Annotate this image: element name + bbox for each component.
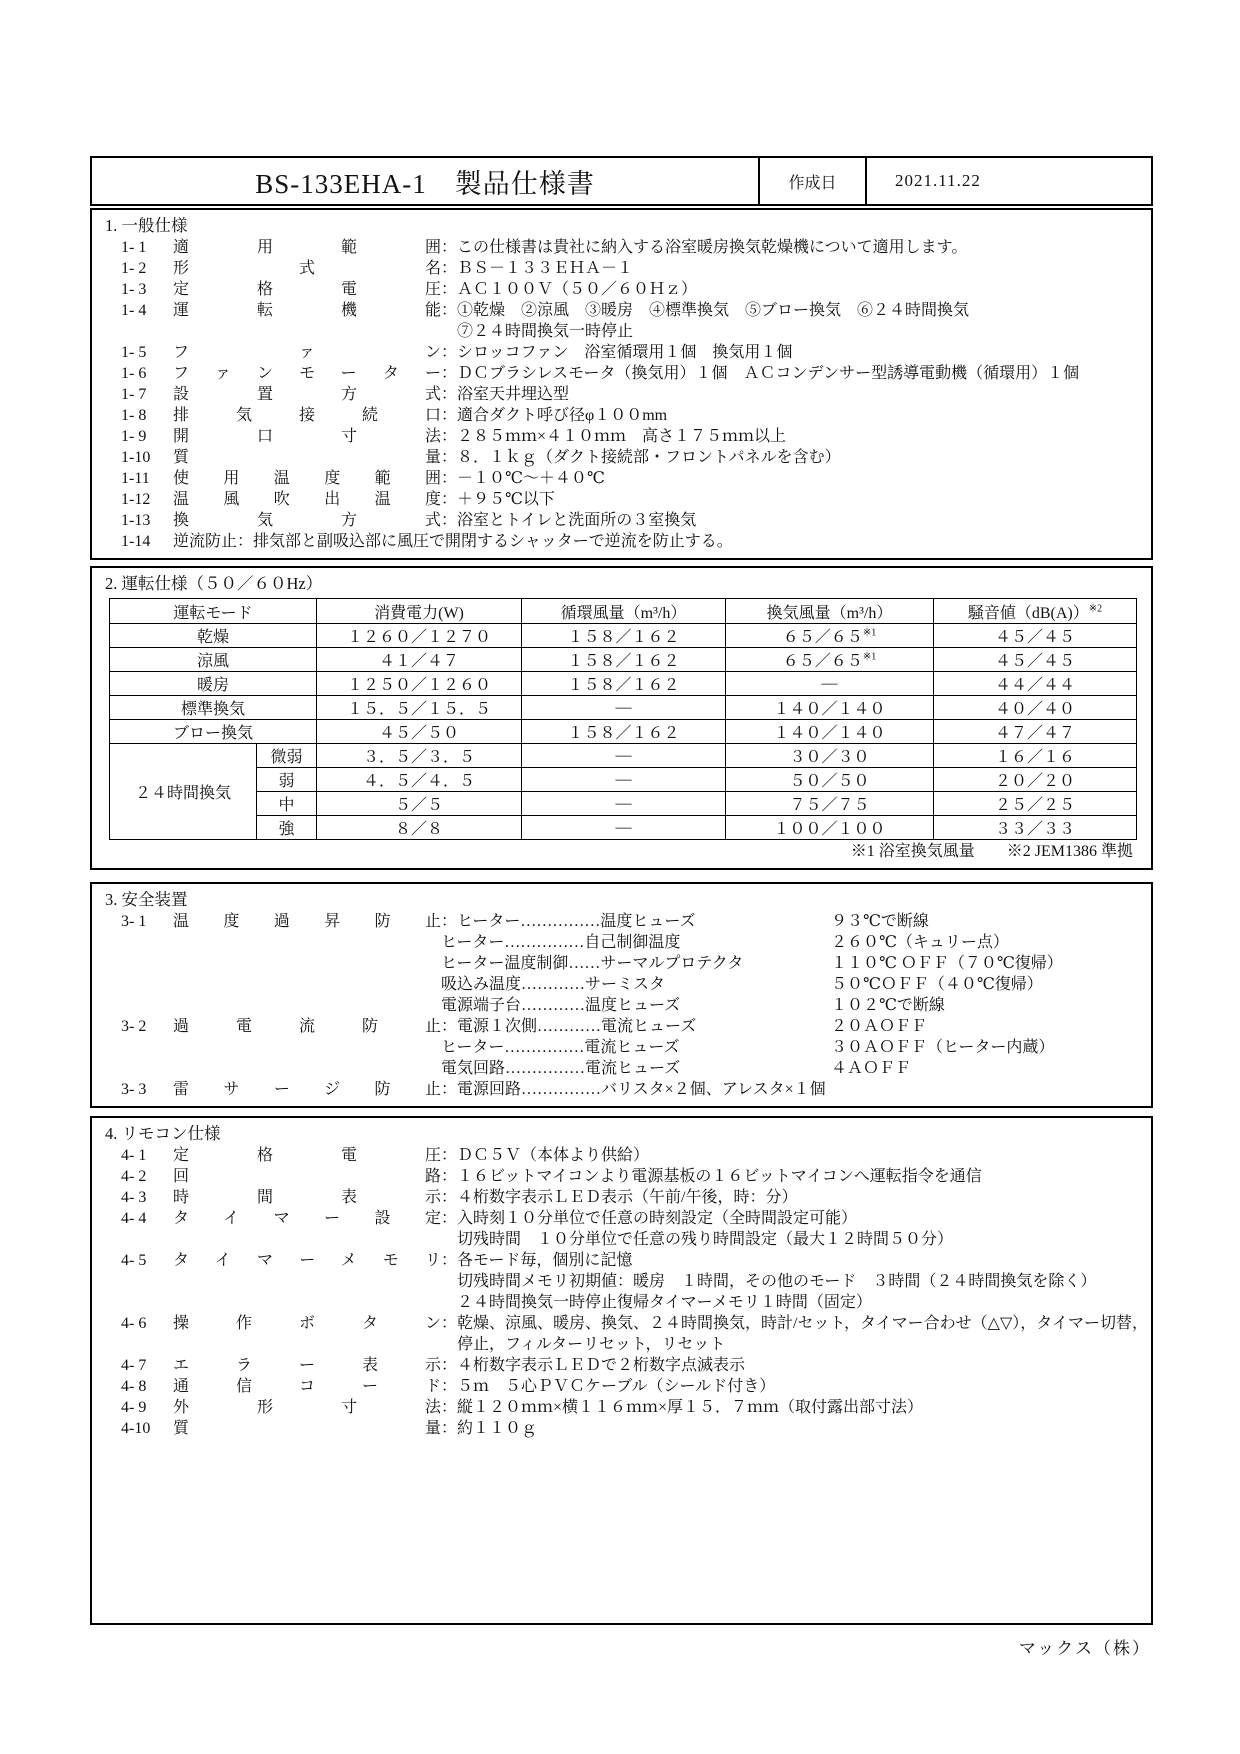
item-label: 温度過昇防止 [173,913,441,930]
item-value: ：４桁数字表示ＬＥＤ表示（午前/午後，時：分） [441,1189,798,1206]
item-label: エラー表示 [173,1357,441,1374]
item-no: 1- 3 [121,281,147,298]
item-value: ：５ｍ ５心ＰＶＣケーブル（シールド付き） [441,1378,776,1395]
item-label: 温風吹出温度 [173,491,441,508]
spec-row-1-10 [105,447,1139,468]
cell-mode: 乾燥 [110,624,317,648]
cell-circulation: ― [522,768,726,792]
document-title: BS-133EHA-1 製品仕様書 [255,168,595,199]
safety-line [441,1079,1139,1100]
safety-left: 吸込み温度…………サーミスタ [441,976,666,993]
col-header-ventilation: 換気風量（m³/h） [726,599,934,624]
item-label: 開口寸法 [173,428,441,445]
item-no: 1- 8 [121,407,147,424]
safety-line [441,995,1139,1016]
item-label: 逆流防止 [173,533,238,550]
table-row [110,792,1137,816]
item-label: 外形寸法 [173,1399,441,1416]
cell-noise: ２５／２５ [934,792,1137,816]
item-no: 4- 2 [121,1168,147,1185]
item-value: ：２８５ｍｍ×４１０ｍｍ 高さ１７５ｍｍ以上 [441,428,787,445]
section2-heading: 2. 運転仕様（５０／６０Hz） [105,574,323,593]
cell-power: ３．５／３．５ [317,744,522,768]
cell-mode-24h: ２４時間換気 [110,744,257,840]
spec-row-4-4 [105,1208,1139,1229]
spec-row-1-5 [105,342,1139,363]
spec-row-1-1 [105,237,1139,258]
safety-right: ２０ＡＯＦＦ [831,1018,928,1035]
vent-value: ６５／６５ [782,653,863,670]
safety-line [441,974,1139,995]
cell-submode: 微弱 [257,744,317,768]
spec-row-1-14 [105,531,1139,552]
spec-row-4-5-cont1: 切残時間メモリ初期値：暖房 １時間，その他のモード ３時間（２４時間換気を除く） [457,1273,1097,1290]
spec-row-1-9 [105,426,1139,447]
item-label: タイマー設定 [173,1210,441,1227]
title-bar [90,156,1153,206]
spec-row-1-4 [105,300,1139,321]
date-label: 作成日 [758,158,865,204]
section-safety-devices [90,882,1153,1108]
item-no: 1-13 [121,512,151,529]
cell-submode: 強 [257,816,317,840]
safety-lines [441,1079,1139,1100]
cell-noise: ４５／４５ [934,624,1137,648]
cell-circulation: １５８／１６２ [522,648,726,672]
noise-header-footnote-mark: ※2 [1088,603,1103,615]
vent-footnote-mark: ※1 [862,627,877,639]
safety-line [441,1037,1139,1058]
item-value: ：①乾燥 ②涼風 ③暖房 ④標準換気 ⑤ブロー換気 ⑥２４時間換気 [441,302,970,319]
cell-circulation: １５８／１６２ [522,624,726,648]
item-no: 1- 4 [121,302,147,319]
item-value: ：適合ダクト呼び径φ１００mm [441,407,668,424]
item-value: ：この仕様書は貴社に納入する浴室暖房換気乾燥機について適用します。 [441,239,968,256]
cell-circulation: ― [522,816,726,840]
spec-row-1-7 [105,384,1139,405]
item-value: ：浴室天井埋込型 [441,386,570,403]
table-row [110,744,1137,768]
safety-left: 電源端子台…………温度ヒューズ [441,997,681,1014]
safety-line [441,932,1139,953]
item-value: ：４桁数字表示ＬＥＤで２桁数字点滅表示 [441,1357,746,1374]
item-no: 4- 5 [121,1252,147,1269]
cell-power: ４５／５０ [317,720,522,744]
item-no: 4- 9 [121,1399,147,1416]
cell-mode: 涼風 [110,648,317,672]
item-label: ファンモーター [173,365,441,382]
item-value: ：８．１ｋｇ（ダクト接続部・フロントパネルを含む） [441,449,841,466]
cell-mode: 暖房 [110,672,317,696]
item-no: 4- 8 [121,1378,147,1395]
safety-line [441,911,1139,932]
cell-mode: ブロー換気 [110,720,317,744]
date-value: 2021.11.22 [865,158,1151,204]
item-label: 使用温度範囲 [173,470,441,487]
cell-noise: ４４／４４ [934,672,1137,696]
item-value: ：約１１０ｇ [441,1420,538,1437]
item-value: ：１６ビットマイコンより電源基板の１６ビットマイコンへ運転指令を通信 [441,1168,982,1185]
table-row [110,648,1137,672]
cell-power: ８／８ [317,816,522,840]
cell-ventilation: ― [726,672,934,696]
item-label: 形式名 [173,260,441,277]
cell-power: １２５０／１２６０ [317,672,522,696]
cell-ventilation [726,648,934,672]
item-label: 定格電圧 [173,281,441,298]
item-value: ：ＤＣ５Ｖ（本体より供給） [441,1147,650,1164]
item-no: 4-10 [121,1420,151,1437]
spec-row-4-5-cont2: ２４時間換気一時停止復帰タイマーメモリ１時間（固定） [457,1294,872,1311]
table-row [110,816,1137,840]
safety-left: 電気回路……………電流ヒューズ [441,1060,681,1077]
noise-header-text: 騒音値（dB(A)） [967,604,1089,622]
cell-circulation: ― [522,744,726,768]
safety-right [831,1079,1139,1100]
table-row [110,720,1137,744]
item-no: 4- 4 [121,1210,147,1227]
item-label: ファン [173,344,441,361]
cell-ventilation: １４０／１４０ [726,696,934,720]
spec-row-4-7 [105,1355,1139,1376]
spec-row-4-5 [105,1250,1139,1271]
cell-noise: ４５／４５ [934,648,1137,672]
item-no: 3- 2 [121,1018,147,1035]
item-label: 換気方式 [173,512,441,529]
cell-ventilation: １４０／１４０ [726,720,934,744]
item-value: ：各モード毎，個別に記憶 [441,1252,633,1269]
item-no: 1- 6 [121,365,147,382]
spec-row-4-3 [105,1187,1139,1208]
item-value: ：入時刻１０分単位で任意の時刻設定（全時間設定可能） [441,1210,858,1227]
safety-group-3-2 [105,1016,1139,1079]
safety-line [441,953,1139,974]
safety-left: ヒーター温度制御……サーマルプロテクタ [441,955,744,972]
item-value: ：ＡＣ１００Ｖ（５０／６０Ｈｚ） [441,281,698,298]
table-row [110,768,1137,792]
spec-row-4-2 [105,1166,1139,1187]
item-value: ：浴室とトイレと洗面所の３室換気 [441,512,697,529]
col-header-power: 消費電力(W) [317,599,522,624]
col-header-noise [934,599,1137,624]
spec-row-1-4-cont: ⑦２４時間換気一時停止 [457,323,634,340]
cell-submode: 弱 [257,768,317,792]
item-label: 雷サージ防止 [173,1081,441,1098]
safety-right: ４ＡＯＦＦ [831,1060,912,1077]
section1-heading: 1. 一般仕様 [105,216,188,235]
spec-row-4-6 [105,1313,1148,1334]
item-label: 時間表示 [173,1189,441,1206]
item-label: 適用範囲 [173,239,441,256]
cell-circulation: ― [522,792,726,816]
spec-row-1-11 [105,468,1139,489]
spec-row-4-8 [105,1376,1139,1397]
cell-ventilation: ５０／５０ [726,768,934,792]
safety-left: ：電源回路……………バリスタ×２個、アレスタ×１個 [441,1081,826,1098]
operating-spec-table [109,598,1137,840]
item-value: ：＋９５℃以下 [441,491,555,508]
section-remote-spec [90,1116,1153,1625]
safety-right: ５０℃ＯＦＦ（４０℃復帰） [831,976,1043,993]
cell-noise: １６／１６ [934,744,1137,768]
cell-circulation: １５８／１６２ [522,720,726,744]
item-no: 1-10 [121,449,151,466]
cell-ventilation: １００／１００ [726,816,934,840]
spec-sheet-page [90,156,1153,1659]
safety-right: １０２℃で断線 [831,997,945,1014]
table-row [110,624,1137,648]
cell-circulation: ― [522,696,726,720]
safety-left: ヒーター……………自己制御温度 [441,934,681,951]
safety-left: ：電源１次側…………電流ヒューズ [441,1018,697,1035]
safety-right: １１０℃ ＯＦＦ（７０℃復帰） [831,955,1063,972]
item-no: 1-14 [121,533,151,550]
item-value: ：シロッコファン 浴室循環用１個 換気用１個 [441,344,793,361]
spec-row-1-12 [105,489,1139,510]
spec-row-4-6-cont: 停止，フィルターリセット，リセット [457,1336,726,1353]
cell-ventilation: ７５／７５ [726,792,934,816]
section4-heading: 4. リモコン仕様 [105,1124,221,1143]
item-label: 運転機能 [173,302,441,319]
spec-row-1-6 [105,363,1139,384]
item-no: 4- 3 [121,1189,147,1206]
safety-group-3-3 [105,1079,1139,1100]
item-no: 3- 3 [121,1081,147,1098]
item-label: 操作ボタン [173,1315,441,1332]
cell-mode: 標準換気 [110,696,317,720]
safety-left: ヒーター……………電流ヒューズ [441,1039,680,1056]
safety-group-3-1 [105,911,1139,1016]
item-no: 1- 7 [121,386,147,403]
item-label: 定格電圧 [173,1147,441,1164]
safety-lines [441,911,1139,1016]
item-label: 質量 [173,449,441,466]
cell-power: ４．５／４．５ [317,768,522,792]
section-operating-spec [90,566,1153,870]
item-label: 設置方式 [173,386,441,403]
item-no: 1- 9 [121,428,147,445]
cell-noise: ３３／３３ [934,816,1137,840]
safety-right: ２６０℃（キュリー点） [831,934,1009,951]
item-label: 過電流防止 [173,1018,441,1035]
item-value: ：乾燥、涼風、暖房、換気、２４時間換気，時計/セット，タイマー合わせ（△▽），タイマー切替， [441,1315,1148,1332]
vent-value: ６５／６５ [782,629,863,646]
cell-ventilation: ３０／３０ [726,744,934,768]
table-row [110,696,1137,720]
safety-line [441,1058,1139,1079]
section-general-spec [90,208,1153,560]
table-row [110,672,1137,696]
cell-ventilation [726,624,934,648]
cell-power: ５／５ [317,792,522,816]
item-label: 質量 [173,1420,441,1437]
spec-row-4-4-cont: 切残時間 １０分単位で任意の残り時間設定（最大１２時間５０分） [457,1231,954,1248]
safety-right: ３０ＡＯＦＦ（ヒーター内蔵） [831,1039,1055,1056]
spec-row-4-10 [105,1418,1139,1439]
company-name: マックス（株） [1018,1639,1151,1658]
item-no: 1-12 [121,491,151,508]
item-no: 1-11 [121,470,150,487]
spec-row-4-9 [105,1397,1139,1418]
cell-circulation: １５８／１６２ [522,672,726,696]
cell-power: １２６０／１２７０ [317,624,522,648]
item-label: 通信コード [173,1378,441,1395]
col-header-mode: 運転モード [110,599,317,624]
spec-row-1-13 [105,510,1139,531]
cell-noise: ４０／４０ [934,696,1137,720]
spec-row-1-3 [105,279,1139,300]
spec-row-1-2 [105,258,1139,279]
spec-row-4-1 [105,1145,1139,1166]
safety-right: ９３℃で断線 [831,913,929,930]
item-no: 3- 1 [121,913,147,930]
item-label: 排気接続口 [173,407,441,424]
item-no: 4- 7 [121,1357,147,1374]
item-no: 4- 1 [121,1147,147,1164]
vent-footnote-mark: ※1 [862,651,877,663]
item-value: ：縦１２０ｍｍ×横１１６ｍｍ×厚１５．７ｍｍ（取付露出部寸法） [441,1399,924,1416]
item-value: ：－１０℃～＋４０℃ [441,470,605,487]
cell-power: １５．５／１５．５ [317,696,522,720]
cell-submode: 中 [257,792,317,816]
cell-power: ４１／４７ [317,648,522,672]
spec-row-1-8 [105,405,1139,426]
safety-lines [441,1016,1139,1079]
section3-heading: 3. 安全装置 [105,890,188,909]
item-value: ：排気部と副吸込部に風圧で開閉するシャッターで逆流を防止する。 [237,533,733,550]
safety-line [441,1016,1139,1037]
item-no: 1- 2 [121,260,147,277]
item-value: ：ＢＳ－１３３ＥＨＡ－１ [441,260,634,277]
safety-left: ：ヒーター……………温度ヒューズ [441,913,696,930]
item-no: 4- 6 [121,1315,147,1332]
item-value: ：ＤＣブラシレスモータ（換気用）１個 ＡＣコンデンサー型誘導電動機（循環用）１個 [441,365,1080,382]
item-no: 1- 5 [121,344,147,361]
item-no: 1- 1 [121,239,147,256]
table-header-row [110,599,1137,624]
cell-noise: ４７／４７ [934,720,1137,744]
cell-noise: ２０／２０ [934,768,1137,792]
item-label: タイマーメモリ [173,1252,441,1269]
table-footnotes: ※1 浴室換気風量 ※2 JEM1386 準拠 [850,843,1133,860]
item-label: 回路 [173,1168,441,1185]
col-header-circulation: 循環風量（m³/h） [522,599,726,624]
